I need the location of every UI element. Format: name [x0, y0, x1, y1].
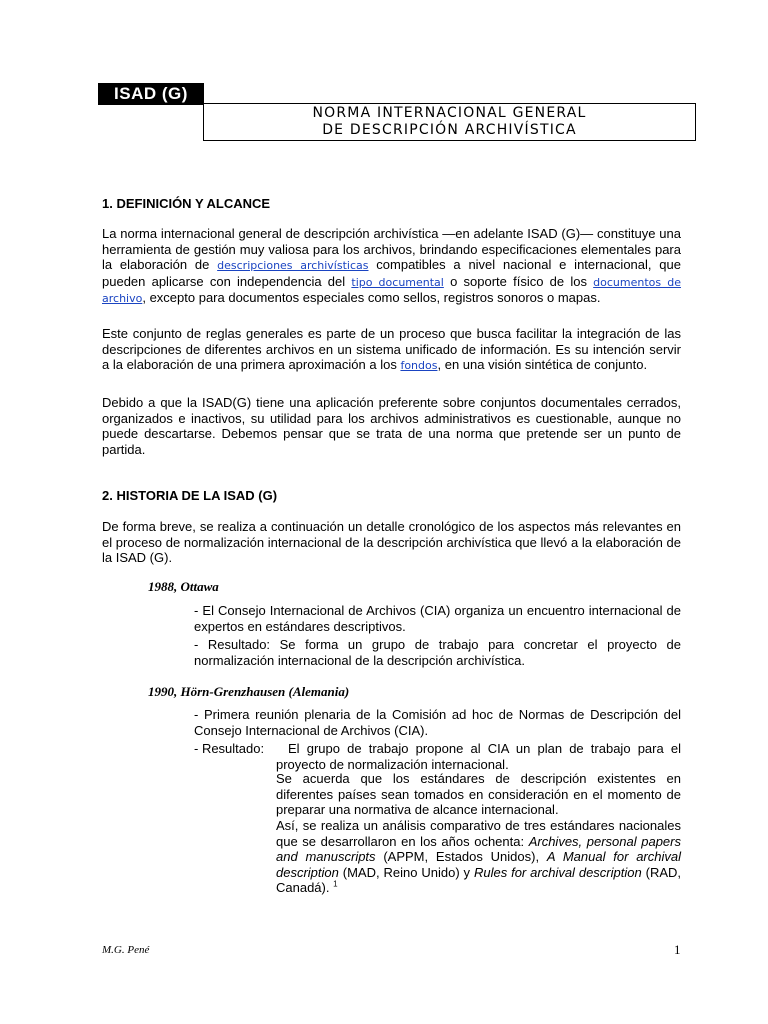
page-number: 1 — [674, 942, 681, 957]
section-1-paragraph-2 — [102, 326, 681, 374]
link-descripciones-archivisticas[interactable]: descripciones archivísticas — [217, 259, 369, 273]
title-line-2: DE DESCRIPCIÓN ARCHIVÍSTICA — [322, 122, 577, 138]
event-1990-title: 1990, Hörn-Grenzhausen (Alemania) — [148, 684, 350, 699]
event-1990-item-1: - Primera reunión plenaria de la Comisión ad hoc de Normas de Descripción del Consejo Internacional de Archivos (CIA). — [194, 707, 681, 738]
link-tipo-documental[interactable]: tipo documental — [351, 275, 444, 289]
event-1990-result-c — [276, 818, 681, 896]
text: (MAD, Reino Unido) y — [338, 864, 474, 880]
text: (RAD, Canadá). — [276, 864, 682, 896]
title-appm: Archives, personal papers and manuscripts — [276, 833, 681, 865]
title-line-1: NORMA INTERNACIONAL GENERAL — [312, 105, 587, 121]
text: (APPM, Estados Unidos), — [375, 849, 547, 865]
event-1990-result-b: Se acuerda que los estándares de descripción existentes en diferentes países sean tomados en consideración en el momento de preparar una normativa de alcance internacional. — [276, 771, 681, 818]
event-1988-item-1: - El Consejo Internacional de Archivos (CIA) organiza un encuentro internacional de expertos en estándares descriptivos. — [194, 603, 681, 634]
event-1988-title: 1988, Ottawa — [148, 579, 219, 594]
text: o soporte físico de los — [443, 273, 594, 289]
text: La norma internacional general de descripción archivística —en adelante ISAD (G)— constituye una herramienta de gestión muy valiosa para los archivos, brindando especificaciones elementales para la elaboración de — [102, 226, 681, 273]
text: compatibles a nivel nacional e internacional, que pueden aplicarse con independencia del — [102, 257, 681, 289]
event-1990-result-label: - Resultado: — [194, 741, 265, 756]
footer-author: M.G. Pené — [102, 944, 150, 956]
text: , en una visión sintética de conjunto. — [437, 357, 648, 373]
title-mad: A Manual for archival description — [276, 849, 681, 880]
footnote-ref[interactable]: 1 — [333, 880, 338, 890]
section-1-paragraph-3: Debido a que la ISAD(G) tiene una aplicación preferente sobre conjuntos documentales cerrados, organizados e inactivos, su utilidad para los archivos administrativos es cuestionable, aunque no puede descartarse. Debemos pensar que se trata de una norma que pretende ser un punto de partida. — [102, 395, 681, 457]
section-1-heading: 1. DEFINICIÓN Y ALCANCE — [102, 196, 271, 211]
text: Así, se realiza un análisis comparativo de tres estándares nacionales que se desarrollaron en los años ochenta: — [276, 818, 681, 849]
link-fondos[interactable]: fondos — [400, 359, 438, 373]
text: Este conjunto de reglas generales es parte de un proceso que busca facilitar la integración de las descripciones de diferentes archivos en un sistema unificado de información. Es su intención servir a la elaboración de una primera aproximación a los — [102, 326, 681, 373]
document-label: ISAD (G) — [98, 83, 204, 105]
section-1-paragraph-1 — [102, 226, 681, 307]
title-rad: Rules for archival description — [473, 864, 642, 880]
event-1990-result-a: El grupo de trabajo propone al CIA un plan de trabajo para el proyecto de normalización internacional. — [276, 741, 681, 772]
link-documentos-de-archivo[interactable]: documentos de archivo — [102, 275, 681, 306]
section-2-intro: De forma breve, se realiza a continuación un detalle cronológico de los aspectos más relevantes en el proceso de normalización internacional de la descripción archivística que llevó a la elaboración de la ISAD (G). — [102, 519, 681, 566]
document-title — [203, 103, 696, 141]
event-1988-item-2: - Resultado: Se forma un grupo de trabajo para concretar el proyecto de normalización internacional de la descripción archivística. — [194, 637, 681, 668]
section-2-heading: 2. HISTORIA DE LA ISAD (G) — [102, 488, 278, 503]
text: , excepto para documentos especiales como sellos, registros sonoros o mapas. — [142, 290, 601, 306]
